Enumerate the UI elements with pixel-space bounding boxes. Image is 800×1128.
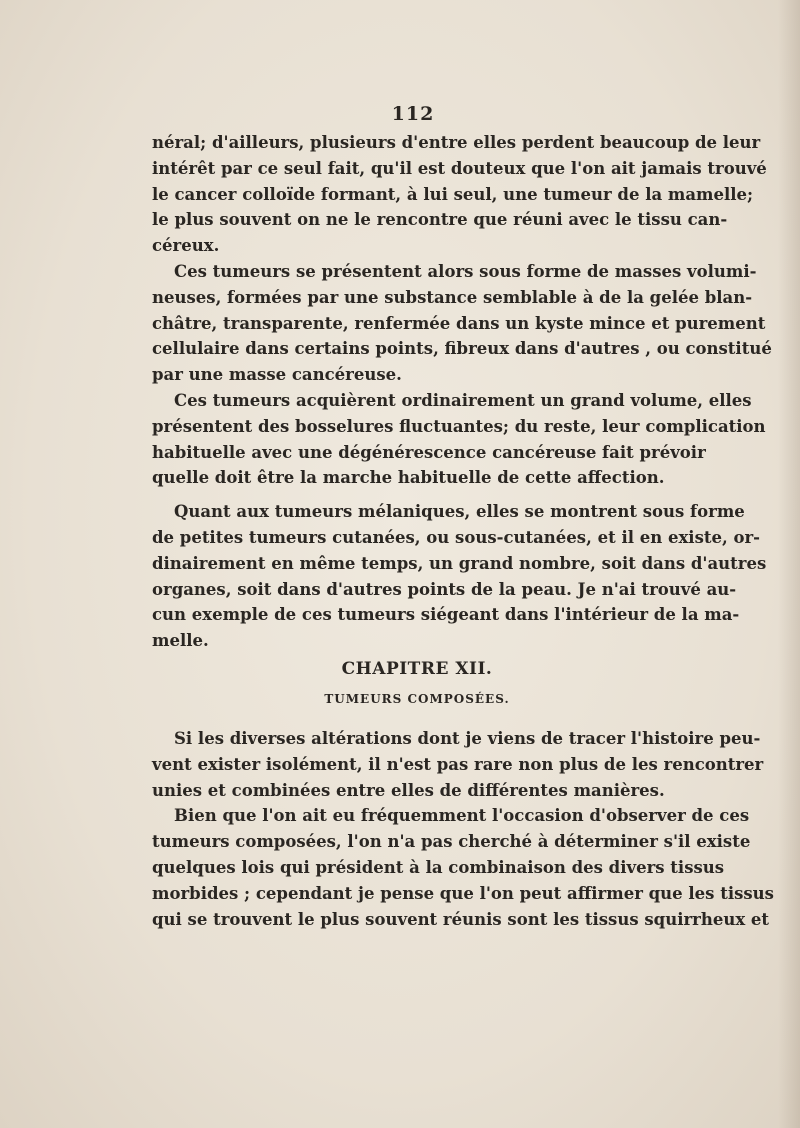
text-line: tumeurs composées, l'on n'a pas cherché à déterminer s'il existe	[152, 832, 751, 852]
paragraph	[152, 259, 772, 388]
text-line: Ces tumeurs se présentent alors sous forme de masses volumi-	[174, 261, 757, 281]
text-line: quelques lois qui président à la combinaison des divers tissus	[152, 857, 725, 877]
text-line: Quant aux tumeurs mélaniques, elles se montrent sous forme	[174, 502, 745, 522]
text-line: morbides ; cependant je pense que l'on peut affirmer que les tissus	[152, 883, 774, 903]
paragraph	[152, 803, 774, 932]
page-number: 112	[391, 103, 435, 125]
text-line: Bien que l'on ait eu fréquemment l'occasion d'observer de ces	[174, 806, 750, 826]
text-line: châtre, transparente, renfermée dans un kyste mince et purement	[152, 313, 766, 333]
text-line: habituelle avec une dégénérescence cancéreuse fait prévoir	[152, 442, 706, 462]
text-line: le plus souvent on ne le rencontre que réuni avec le tissu can-	[152, 210, 728, 230]
text-line: Ces tumeurs acquièrent ordinairement un grand volume, elles	[174, 390, 752, 410]
paragraph	[152, 726, 764, 803]
text-line: unies et combinées entre elles de différentes manières.	[152, 780, 665, 800]
chapter-title: CHAPITRE XII.	[341, 658, 493, 679]
text-line: intérêt par ce seul fait, qu'il est douteux que l'on ait jamais trouvé	[152, 158, 767, 178]
text-line: neuses, formées par une substance semblable à de la gelée blan-	[152, 287, 753, 307]
text-line: Si les diverses altérations dont je viens de tracer l'histoire peu-	[174, 728, 761, 748]
text-line: qui se trouvent le plus souvent réunis sont les tissus squirrheux et	[152, 909, 770, 929]
text-line: le cancer colloïde formant, à lui seul, une tumeur de la mamelle;	[152, 184, 754, 204]
paragraph	[152, 388, 766, 491]
body-text	[152, 130, 774, 932]
text-line: vent exister isolément, il n'est pas rare non plus de les rencontrer	[152, 754, 764, 774]
text-line: organes, soit dans d'autres points de la peau. Je n'ai trouvé au-	[152, 579, 737, 599]
text-line: de petites tumeurs cutanées, ou sous-cutanées, et il en existe, or-	[152, 527, 761, 547]
text-line: cellulaire dans certains points, fibreux dans d'autres , ou constitué	[152, 339, 772, 359]
text-line: melle.	[152, 631, 209, 651]
text-line: néral; d'ailleurs, plusieurs d'entre elles perdent beaucoup de leur	[152, 133, 761, 152]
paragraph	[152, 499, 767, 654]
text-line: céreux.	[152, 236, 220, 256]
text-line: dinairement en même temps, un grand nombre, soit dans d'autres	[152, 553, 767, 573]
text-line: présentent des bosselures fluctuantes; du reste, leur complication	[152, 416, 766, 436]
text-line: quelle doit être la marche habituelle de cette affection.	[152, 468, 665, 488]
text-line: par une masse cancéreuse.	[152, 365, 402, 385]
paragraph	[152, 130, 767, 259]
chapter-subtitle: TUMEURS COMPOSÉES.	[324, 691, 510, 706]
text-line: cun exemple de ces tumeurs siégeant dans l'intérieur de la ma-	[152, 605, 740, 625]
